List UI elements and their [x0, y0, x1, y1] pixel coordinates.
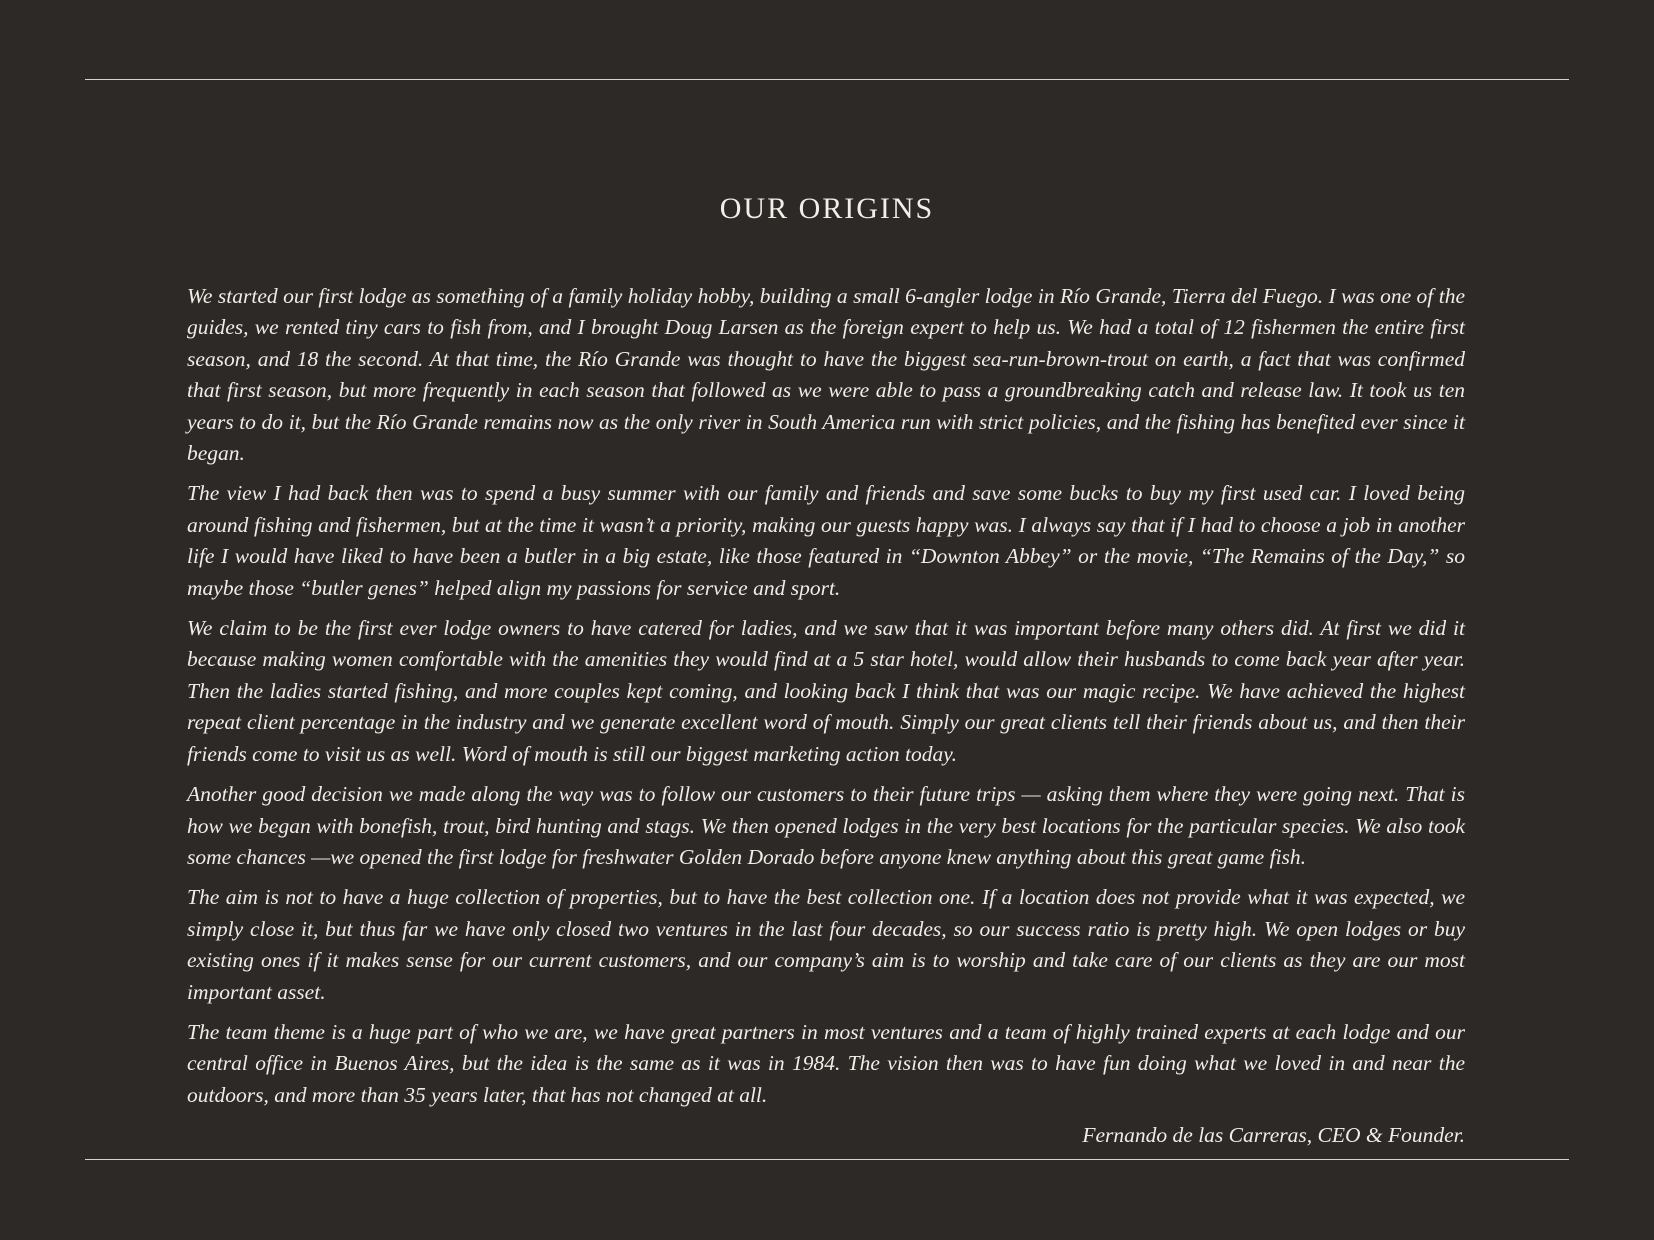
article-body	[187, 281, 1465, 1152]
paragraph-4: Another good decision we made along the way was to follow our customers to their future trips — asking them where they were going next. That is how we began with bonefish, trout, bird hunting and stags. We then opened lodges in the very best locations for the particular species. We also took some chances —we opened the first lodge for freshwater Golden Dorado before anyone knew anything about this great game fish.	[187, 782, 1465, 869]
paragraph-6: The team theme is a huge part of who we are, we have great partners in most ventures and a team of highly trained experts at each lodge and our central office in Buenos Aires, but the idea is the same as it was in 1984. The vision then was to have fun doing what we loved in and near the outdoors, and more than 35 years later, that has not changed at all.	[187, 1019, 1465, 1107]
page-title: OUR ORIGINS	[719, 192, 935, 225]
bottom-divider	[85, 1159, 1569, 1160]
signature: Fernando de las Carreras, CEO & Founder.	[1082, 1123, 1465, 1148]
paragraph-2: The view I had back then was to spend a busy summer with our family and friends and save some bucks to buy my first used car. I loved being around fishing and fishermen, but at the time it wasn’t a priority, making our guests happy was. I always say that if I had to choose a job in another life I would have liked to have been a butler in a big estate, like those featured in “Downton Abbey” or the movie, “The Remains of the Day,” so maybe those “butler genes” helped align my passions for service and sport.	[187, 481, 1465, 600]
paragraph-1: We started our first lodge as something of a family holiday hobby, building a small 6-angler lodge in Río Grande, Tierra del Fuego. I was one of the guides, we rented tiny cars to fish from, and I brought Doug Larsen as the foreign expert to help us. We had a total of 12 fishermen the entire first season, and 18 the second. At that time, the Río Grande was thought to have the biggest sea-run-brown-trout on earth, a fact that was confirmed that first season, but more frequently in each season that followed as we were able to pass a groundbreaking catch and release law. It took us ten years to do it, but the Río Grande remains now as the only river in South America run with strict policies, and the fishing has benefited ever since it began.	[187, 284, 1465, 466]
top-divider	[85, 79, 1569, 80]
paragraph-3: We claim to be the first ever lodge owners to have catered for ladies, and we saw that it was important before many others did. At first we did it because making women comfortable with the amenities they would find at a 5 star hotel, would allow their husbands to come back year after year. Then the ladies started fishing, and more couples kept coming, and looking back I think that was our magic recipe. We have achieved the highest repeat client percentage in the industry and we generate excellent word of mouth. Simply our great clients tell their friends about us, and then their friends come to visit us as well. Word of mouth is still our biggest marketing action today.	[187, 616, 1465, 766]
paragraph-5: The aim is not to have a huge collection of properties, but to have the best collection one. If a location does not provide what it was expected, we simply close it, but thus far we have only closed two ventures in the last four decades, so our success ratio is pretty high. We open lodges or buy existing ones if it makes sense for our current customers, and our company’s aim is to worship and take care of our clients as they are our most important asset.	[187, 885, 1465, 1004]
